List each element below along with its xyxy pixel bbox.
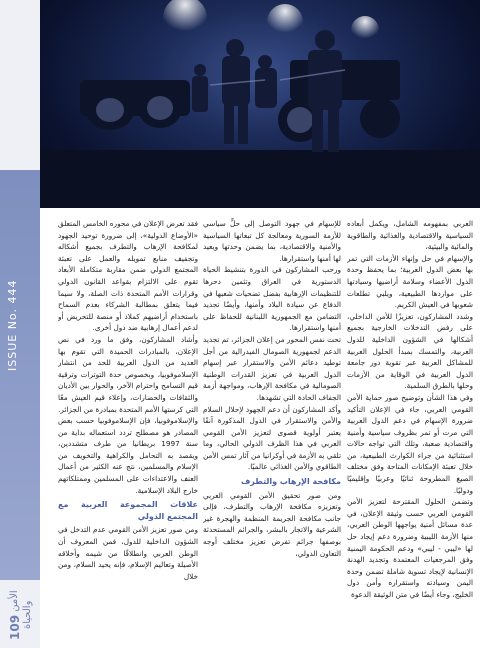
- page-number-block: [8, 590, 32, 640]
- page-number: 109: [8, 614, 22, 640]
- paragraph: ومن صور تحقيق الأمن القومي العربي وتعزيزه مكافحة الإرهاب والتطرف، فإلى جانب مكافحة الجريمة المنظمة والهجرة غير الشرعية والاتجار بالبشر، والجرائم المستحدثة بوصفها جرائم تفرض تعزيز مختلف أوجه التعاون الدولي،: [203, 490, 341, 558]
- paragraph: ومن صور تعزيز الأمن القومي عدم التدخل في الشؤون الداخلية للدول، فمن المعروف أن الوطن العربي وانطلاقًا من شيمه وأخلاقه الأصيلة وتعاليم الإسلام، فإنه يحيد السلام، ومن خلال: [58, 525, 198, 581]
- text-column-left: [58, 218, 198, 648]
- paragraph: تحت نفس المحور من إعلان الجزائر، تم تجديد الدعم لجمهورية الصومال الفيدرالية من أجل توطيد دعائم الأمن والاستقرار عبر إسهام الدول العربية في تعزيز القدرات الوطنية الصومالية في مكافحة الإرهاب، ومواجهة أزمة الجفاف الحادة التي تشهدها.: [203, 334, 341, 402]
- paragraph: وتضمن الحلول المقترحة لتعزيز الأمن القومي العربي حسب وثيقة الإعلان، في عدة مسائل أمنية يواجهها الوطن العربي، منها الأزمة الليبية وضرورة دعم إيجاد حل لها «ليبي - ليبي» ودعم الحكومة اليمنية وفق المرجعيات المعتمدة وتجديد الهدنة الإنسانية لإيجاد تسوية شاملة تضمن وحدة اليمن وسيادته واستقراره وأمن دول الخليج، وجاء أيضًا في متن الوثيقة الدعوة: [347, 497, 473, 599]
- section-heading: مكافحة الإرهاب والتطرف: [241, 477, 341, 487]
- section-heading: علاقات المجموعة العربية مع المجتمع الدولي: [58, 500, 198, 521]
- paragraph: والإسهام في حل وإنهاء الأزمات التي تمر بها بعض الدول العربية؛ بما يحفظ وحدة الدول الأعضاء وسلامة أراضيها وسيادتها على مواردها الطبيعية، ويلبي تطلعات شعوبها في العيش الكريم.: [347, 253, 473, 310]
- issue-label: ISSUE No. 444: [6, 279, 19, 371]
- sidebar: [0, 0, 40, 648]
- paragraph: العربي بمفهومه الشامل، ويكمل أبعاده السياسية والاقتصادية والغذائية والطاقوية والمائية والبيئية،: [347, 219, 473, 252]
- paragraph: للإسهام في جهود التوصل إلى حلٍّ سياسي للأزمة السورية ومعالجة كل تبعاتها السياسية والأمنية والاقتصادية، بما يضمن وحدتها ويعيد لها أمنها واستقرارها.: [203, 219, 341, 263]
- paragraph: وأكد المشاركون أن دعم الجهود لإحلال السلام والأمن والاستقرار في الدول المذكورة آنفًا يعتبر أولوية قصوى لتعزيز الأمن القومي العربي في هذا الظرف الدولي الحالي، وما تلقي به الأزمة في أوكرانيا من آثار تمس الأمن الطاقوي والأمن الغذائي عالميًا.: [203, 404, 341, 472]
- paragraph: ورحب المشاركون في الدورة بتنشيط الحياة الدستورية في العراق وتثمين دحرها للتنظيمات الإرهابية بفضل تضحيات شعبها في الدفاع عن سيادة البلاد وأمنها، وأيضًا تجديد التضامن مع الجمهورية اللبنانية للحفاظ على أمنها واستقرارها.: [203, 265, 341, 333]
- paragraph: والإسلاموفوبيا، فإن الإسلاموفوبيا حسب بعض المصادر هو مصطلح تردد استعماله بداية من سنة 1997 بريطانيا من طرف متشددين، ويقصد به التحامل والكراهية والتخويف من الإسلام والمسلمين، نتج عنه الكثير من أعمال العنف والاعتداءات على المسلمين وممتلكاتهم خارج البلاد الإسلامية.: [58, 416, 198, 495]
- paragraph: وفي هذا الشأن وتوضيح صور حماية الأمن القومي العربي، جاء في الإعلان التأكيد ضرورة الإسهام في دعم الدول العربية التي مرت أو تمر بظروف سياسية وأمنية واقتصادية صعبة، وتلك التي تواجه حالات استثنائية من جراء الكوارث الطبيعية، من خلال تعبئة الإمكانات المتاحة وفق مختلف الصيغ المطروحة ثنائيًا وعربيًا وإقليميًا ودوليًا.: [347, 392, 473, 495]
- soldiers-night-scene-icon: [40, 0, 480, 208]
- header-photo: [40, 0, 480, 208]
- text-column-middle: [203, 218, 341, 648]
- paragraph: وشدد المشاركون، تعزيزًا للأمن الداخلي، على رفض التدخلات الخارجية بجميع أشكالها في الشؤون الداخلية للدول العربية، والتمسك بمبدأ الحلول العربية للمشاكل العربية عبر تقوية دور جامعة الدول العربية في الوقاية من الأزمات وحلها بالطرق السلمية.: [347, 311, 473, 391]
- magazine-name: الأمن والحياة: [9, 590, 33, 630]
- text-column-right: [347, 218, 473, 648]
- paragraph: فقد تعرض الإعلان في محوره الخامس المتعلق «الأوضاع الدولية»، إلى ضرورة توحيد الجهود لمكافحة الإرهاب والتطرف بجميع أشكاله وتجفيف منابع تمويله والعمل على تعبئة المجتمع الدولي ضمن مقاربة متكاملة الأبعاد تقوم على الالتزام بقواعد القانون الدولي وقرارات الأمم المتحدة ذات الصلة، ولا سيما فيما يتعلق بمطالبة الشركاء بعدم السماح باستخدام أراضيهم كملاذ أو منصة للتحريض أو لدعم أعمال إرهابية ضد دول أخرى.: [58, 219, 198, 333]
- paragraph: وأشاد المشاركون، وفق ما ورد في نص الإعلان، بالمبادرات الحميدة التي تقوم بها العديد من الدول العربية للحد من انتشار الإسلاموفوبيا، وبخصوص حدة التوترات وترقية قيم التسامح واحترام الآخر، والحوار بين الأديان والثقافات والحضارات، وإعلاء قيم العيش معًا التي كرستها الأمم المتحدة بمبادرة من الجزائر.: [58, 334, 198, 414]
